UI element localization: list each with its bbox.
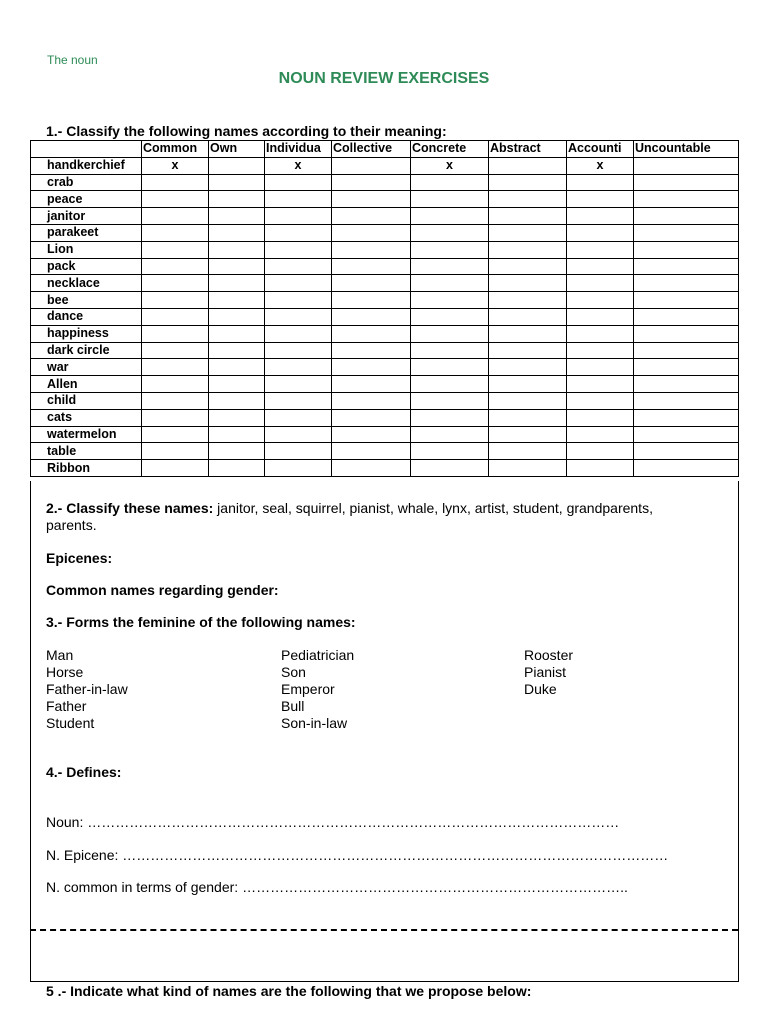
feminine-word: Horse (46, 664, 84, 680)
mark-cell[interactable] (209, 308, 265, 325)
mark-cell[interactable] (411, 325, 489, 342)
word-cell: happiness (31, 325, 142, 342)
mark-cell[interactable] (411, 308, 489, 325)
mark-cell[interactable] (332, 443, 411, 460)
table-row (31, 292, 739, 309)
mark-cell[interactable] (332, 224, 411, 241)
word-cell: pack (31, 258, 142, 275)
mark-cell[interactable] (634, 191, 739, 208)
mark-cell[interactable] (265, 342, 332, 359)
feminine-column-1 (46, 647, 128, 732)
table-row (31, 308, 739, 325)
mark-cell[interactable] (332, 376, 411, 393)
table-row (31, 359, 739, 376)
word-cell: peace (31, 191, 142, 208)
define-epicene-line: N. Epicene: ……………………………………………………………………………………………………… (46, 847, 669, 863)
word-cell: Allen (31, 376, 142, 393)
column-header: Accounti (567, 141, 634, 158)
mark-cell[interactable] (634, 258, 739, 275)
mark-cell[interactable] (265, 258, 332, 275)
mark-cell[interactable] (634, 376, 739, 393)
mark-cell[interactable] (634, 409, 739, 426)
mark-cell[interactable] (634, 392, 739, 409)
mark-cell[interactable] (411, 208, 489, 225)
mark-cell[interactable] (567, 409, 634, 426)
table-row (31, 224, 739, 241)
mark-cell[interactable] (332, 241, 411, 258)
question-5-label: 5 .- Indicate what kind of names are the following that we propose below: (46, 983, 532, 999)
table-row (31, 376, 739, 393)
mark-cell[interactable] (489, 392, 567, 409)
mark-cell[interactable] (142, 174, 209, 191)
mark-cell[interactable] (489, 275, 567, 292)
mark-cell[interactable] (567, 224, 634, 241)
mark-cell[interactable] (411, 443, 489, 460)
question-2-text-cont: parents. (46, 517, 97, 533)
mark-cell[interactable] (634, 342, 739, 359)
mark-cell[interactable] (142, 258, 209, 275)
header-note: The noun (47, 53, 98, 67)
mark-cell[interactable] (209, 224, 265, 241)
word-cell: bee (31, 292, 142, 309)
mark-cell[interactable] (634, 460, 739, 477)
mark-cell[interactable] (265, 443, 332, 460)
question-1-label: 1.- Classify the following names according to their meaning: (46, 123, 447, 139)
mark-cell[interactable] (265, 392, 332, 409)
table-row (31, 443, 739, 460)
mark-cell[interactable] (209, 426, 265, 443)
mark-cell[interactable] (634, 292, 739, 309)
table-row (31, 275, 739, 292)
mark-cell[interactable] (265, 208, 332, 225)
mark-cell[interactable] (265, 460, 332, 477)
word-cell: child (31, 392, 142, 409)
mark-cell[interactable] (489, 342, 567, 359)
mark-cell[interactable] (567, 208, 634, 225)
feminine-word: Pianist (524, 664, 567, 680)
table-row (31, 392, 739, 409)
exercise-box (30, 481, 739, 982)
mark-cell[interactable] (332, 308, 411, 325)
table-row (31, 325, 739, 342)
mark-cell[interactable] (142, 292, 209, 309)
feminine-word: Bull (281, 698, 305, 714)
question-3-label: 3.- Forms the feminine of the following names: (46, 614, 356, 630)
mark-cell[interactable] (411, 224, 489, 241)
mark-cell[interactable] (567, 443, 634, 460)
mark-cell[interactable] (489, 224, 567, 241)
mark-cell[interactable] (142, 409, 209, 426)
mark-cell[interactable] (634, 308, 739, 325)
mark-cell[interactable] (265, 376, 332, 393)
mark-cell[interactable] (332, 392, 411, 409)
mark-cell[interactable] (265, 224, 332, 241)
mark-cell[interactable] (489, 292, 567, 309)
feminine-word: Rooster (524, 647, 574, 663)
mark-cell[interactable] (567, 191, 634, 208)
mark-cell[interactable] (411, 241, 489, 258)
mark-cell[interactable] (142, 376, 209, 393)
mark-cell[interactable] (411, 275, 489, 292)
word-cell: table (31, 443, 142, 460)
mark-cell[interactable] (489, 208, 567, 225)
mark-cell[interactable] (142, 392, 209, 409)
mark-cell[interactable] (332, 409, 411, 426)
mark-cell[interactable] (142, 359, 209, 376)
mark-cell[interactable] (411, 342, 489, 359)
question-2-text: janitor, seal, squirrel, pianist, whale, lynx, artist, student, grandparents, (213, 500, 653, 516)
word-cell: handkerchief (31, 157, 142, 174)
mark-cell[interactable] (142, 308, 209, 325)
mark-cell[interactable] (489, 376, 567, 393)
mark-cell[interactable] (634, 359, 739, 376)
mark-cell[interactable] (634, 275, 739, 292)
word-cell: necklace (31, 275, 142, 292)
mark-cell[interactable] (209, 241, 265, 258)
mark-cell[interactable]: x (265, 157, 332, 174)
mark-cell[interactable] (634, 443, 739, 460)
mark-cell[interactable] (634, 208, 739, 225)
mark-cell[interactable] (265, 241, 332, 258)
mark-cell[interactable] (142, 426, 209, 443)
page-title: NOUN REVIEW EXERCISES (278, 70, 490, 87)
define-common-line: N. common in terms of gender: ……………………………………………………………………….. (46, 879, 628, 895)
mark-cell[interactable] (634, 157, 739, 174)
mark-cell[interactable] (332, 208, 411, 225)
mark-cell[interactable] (489, 426, 567, 443)
mark-cell[interactable] (567, 308, 634, 325)
epicenes-label: Epicenes: (46, 550, 113, 566)
mark-cell[interactable]: x (142, 157, 209, 174)
feminine-word: Man (46, 647, 74, 663)
mark-cell[interactable] (411, 258, 489, 275)
column-header: Individua (265, 141, 332, 158)
mark-cell[interactable] (332, 174, 411, 191)
word-cell: dark circle (31, 342, 142, 359)
mark-cell[interactable] (567, 325, 634, 342)
mark-cell[interactable] (634, 325, 739, 342)
mark-cell[interactable] (265, 359, 332, 376)
mark-cell[interactable] (567, 258, 634, 275)
mark-cell[interactable] (489, 460, 567, 477)
mark-cell[interactable] (567, 376, 634, 393)
column-header: Uncountable (634, 141, 739, 158)
feminine-word: Duke (524, 681, 557, 697)
feminine-word: Student (46, 715, 95, 731)
word-cell: parakeet (31, 224, 142, 241)
mark-cell[interactable] (209, 258, 265, 275)
mark-cell[interactable] (265, 292, 332, 309)
question-2 (46, 500, 736, 534)
mark-cell[interactable] (332, 359, 411, 376)
mark-cell[interactable] (634, 426, 739, 443)
mark-cell[interactable] (489, 241, 567, 258)
word-cell: Ribbon (31, 460, 142, 477)
feminine-column-2 (281, 647, 354, 732)
mark-cell[interactable] (567, 359, 634, 376)
mark-cell[interactable] (142, 208, 209, 225)
table-row (31, 191, 739, 208)
table-row (31, 241, 739, 258)
mark-cell[interactable] (142, 443, 209, 460)
mark-cell[interactable] (142, 275, 209, 292)
feminine-word: Son-in-law (281, 715, 348, 731)
mark-cell[interactable] (209, 191, 265, 208)
feminine-word: Father-in-law (46, 681, 128, 697)
mark-cell[interactable] (332, 325, 411, 342)
feminine-column-3 (524, 647, 573, 698)
table-row (31, 409, 739, 426)
mark-cell[interactable] (634, 224, 739, 241)
mark-cell[interactable] (332, 258, 411, 275)
mark-cell[interactable] (209, 275, 265, 292)
mark-cell[interactable] (411, 426, 489, 443)
mark-cell[interactable] (265, 275, 332, 292)
mark-cell[interactable] (489, 308, 567, 325)
mark-cell[interactable] (567, 174, 634, 191)
feminine-word: Son (281, 664, 306, 680)
header-blank-cell (31, 141, 142, 158)
table-row (31, 460, 739, 477)
common-gender-label: Common names regarding gender: (46, 582, 279, 598)
mark-cell[interactable] (489, 443, 567, 460)
mark-cell[interactable] (567, 392, 634, 409)
table-header-row (31, 141, 739, 158)
mark-cell[interactable] (142, 241, 209, 258)
mark-cell[interactable] (567, 275, 634, 292)
mark-cell[interactable] (489, 325, 567, 342)
column-header: Abstract (489, 141, 567, 158)
word-cell: crab (31, 174, 142, 191)
mark-cell[interactable] (332, 342, 411, 359)
mark-cell[interactable]: x (411, 157, 489, 174)
mark-cell[interactable] (209, 392, 265, 409)
mark-cell[interactable] (265, 308, 332, 325)
mark-cell[interactable] (411, 376, 489, 393)
question-4-label: 4.- Defines: (46, 764, 122, 780)
dashed-divider (30, 929, 738, 931)
word-cell: cats (31, 409, 142, 426)
mark-cell[interactable] (489, 191, 567, 208)
mark-cell[interactable] (265, 409, 332, 426)
column-header: Collective (332, 141, 411, 158)
column-header: Own (209, 141, 265, 158)
mark-cell[interactable] (411, 292, 489, 309)
mark-cell[interactable] (142, 460, 209, 477)
mark-cell[interactable] (332, 426, 411, 443)
mark-cell[interactable] (411, 174, 489, 191)
mark-cell[interactable] (142, 325, 209, 342)
word-cell: janitor (31, 208, 142, 225)
mark-cell[interactable] (265, 426, 332, 443)
mark-cell[interactable] (265, 174, 332, 191)
mark-cell[interactable] (142, 342, 209, 359)
table-row (31, 174, 739, 191)
mark-cell[interactable] (489, 409, 567, 426)
table-row (31, 342, 739, 359)
mark-cell[interactable] (209, 342, 265, 359)
column-header: Concrete (411, 141, 489, 158)
mark-cell[interactable] (142, 224, 209, 241)
mark-cell[interactable] (411, 392, 489, 409)
mark-cell[interactable] (411, 460, 489, 477)
mark-cell[interactable] (489, 174, 567, 191)
mark-cell[interactable] (489, 157, 567, 174)
define-noun-line: Noun: …………………………………………………………………………………………………… (46, 814, 620, 830)
mark-cell[interactable] (567, 426, 634, 443)
mark-cell[interactable] (411, 359, 489, 376)
column-header: Common (142, 141, 209, 158)
mark-cell[interactable] (567, 241, 634, 258)
mark-cell[interactable] (411, 409, 489, 426)
mark-cell[interactable] (265, 325, 332, 342)
classification-table (30, 140, 739, 477)
mark-cell[interactable] (411, 191, 489, 208)
feminine-word: Father (46, 698, 87, 714)
mark-cell[interactable] (209, 325, 265, 342)
question-2-label: 2.- Classify these names: (46, 500, 214, 516)
mark-cell[interactable] (209, 443, 265, 460)
mark-cell[interactable] (332, 191, 411, 208)
mark-cell[interactable] (142, 191, 209, 208)
mark-cell[interactable] (209, 174, 265, 191)
mark-cell[interactable] (567, 460, 634, 477)
mark-cell[interactable] (209, 376, 265, 393)
word-cell: war (31, 359, 142, 376)
mark-cell[interactable] (332, 292, 411, 309)
mark-cell[interactable] (634, 241, 739, 258)
mark-cell[interactable] (332, 460, 411, 477)
mark-cell[interactable] (567, 342, 634, 359)
mark-cell[interactable] (209, 460, 265, 477)
mark-cell[interactable] (209, 208, 265, 225)
feminine-word: Pediatrician (281, 647, 355, 663)
mark-cell[interactable] (489, 359, 567, 376)
mark-cell[interactable] (209, 409, 265, 426)
word-cell: Lion (31, 241, 142, 258)
mark-cell[interactable] (634, 174, 739, 191)
word-cell: watermelon (31, 426, 142, 443)
table-row (31, 208, 739, 225)
mark-cell[interactable] (265, 191, 332, 208)
mark-cell[interactable] (567, 292, 634, 309)
mark-cell[interactable] (209, 359, 265, 376)
mark-cell[interactable] (209, 157, 265, 174)
feminine-word: Emperor (281, 681, 335, 697)
mark-cell[interactable] (209, 292, 265, 309)
table-row (31, 157, 739, 174)
table-row (31, 426, 739, 443)
table-row (31, 258, 739, 275)
mark-cell[interactable]: x (567, 157, 634, 174)
mark-cell[interactable] (489, 258, 567, 275)
word-cell: dance (31, 308, 142, 325)
mark-cell[interactable] (332, 157, 411, 174)
mark-cell[interactable] (332, 275, 411, 292)
